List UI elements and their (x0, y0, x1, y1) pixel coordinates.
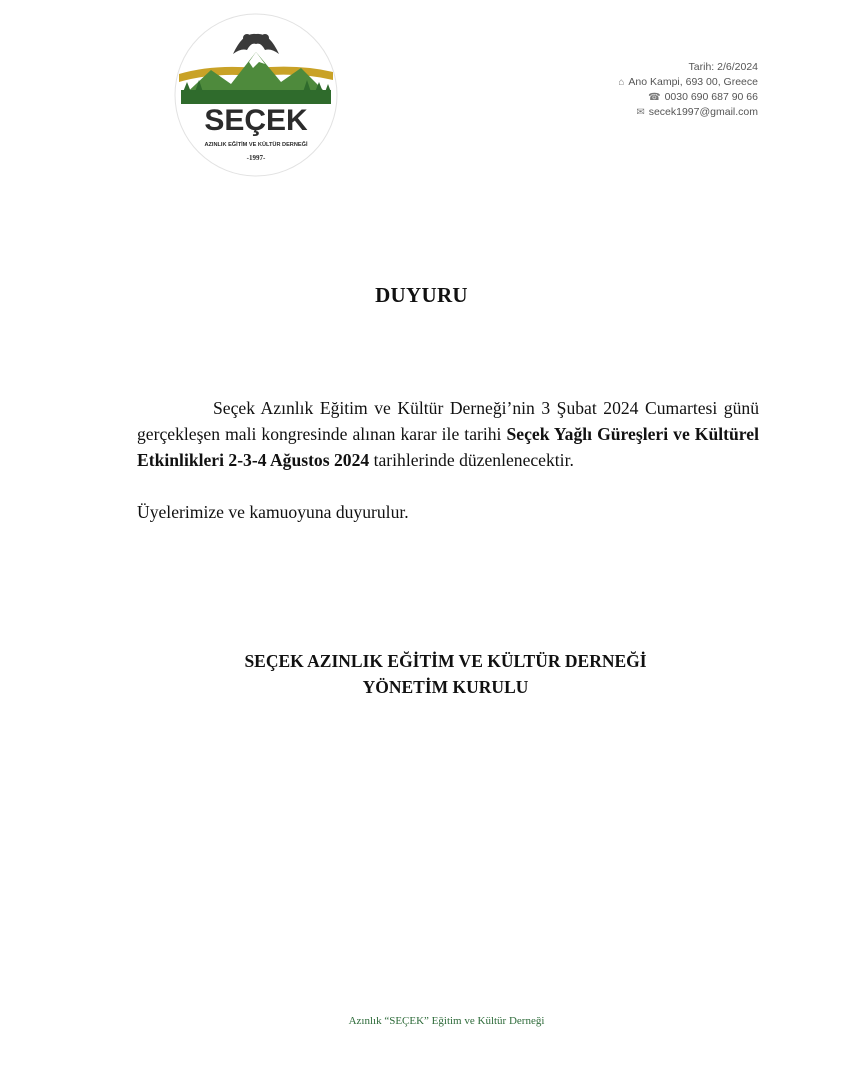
event-title: Seçek Yağlı Güreşleri ve Kültürel Etkinlikleri 2-3-4 Ağustos 2024 (137, 424, 759, 470)
logo-name: SEÇEK (204, 104, 308, 137)
email-text[interactable]: secek1997@gmail.com (648, 106, 758, 118)
address-row (618, 75, 758, 90)
logo-subtitle: AZINLIK EĞİTİM VE KÜLTÜR DERNEĞİ (204, 142, 308, 148)
page-title: DUYURU (375, 283, 468, 307)
signature-block (0, 648, 843, 700)
email-row (618, 105, 758, 120)
announcement-paragraph (137, 395, 759, 473)
signature-board: YÖNETİM KURULU (362, 677, 529, 697)
secek-logo (173, 12, 339, 178)
phone-icon: ☎ (648, 92, 661, 103)
paragraph-text-end: tarihlerinde düzenlenecektir. (373, 450, 574, 470)
logo-year: -1997- (246, 154, 266, 162)
location-icon: ⌂ (618, 77, 625, 88)
date-text: Tarih: 2/6/2024 (688, 61, 758, 73)
paragraph-text: Seçek Azınlık Eğitim ve Kültür Derneği’nin 3 Şubat 2024 Cumartesi günü gerçekleşen mali kongresinde alınan karar ile tarihi (137, 398, 759, 444)
contact-block (618, 60, 758, 120)
closing-sentence: Üyelerimize ve kamuoyuna duyurulur. (137, 502, 409, 522)
announcement-body (137, 395, 759, 525)
mail-icon: ✉ (636, 107, 645, 118)
phone-row (618, 90, 758, 105)
phone-text: 0030 690 687 90 66 (664, 91, 758, 103)
footer-text: Azınlık “SEÇEK” Eğitim ve Kültür Derneği (348, 1015, 545, 1027)
date-row (618, 60, 758, 75)
signature-organization: SEÇEK AZINLIK EĞİTİM VE KÜLTÜR DERNEĞİ (244, 651, 647, 671)
address-text: Ano Kampi, 693 00, Greece (628, 76, 758, 88)
